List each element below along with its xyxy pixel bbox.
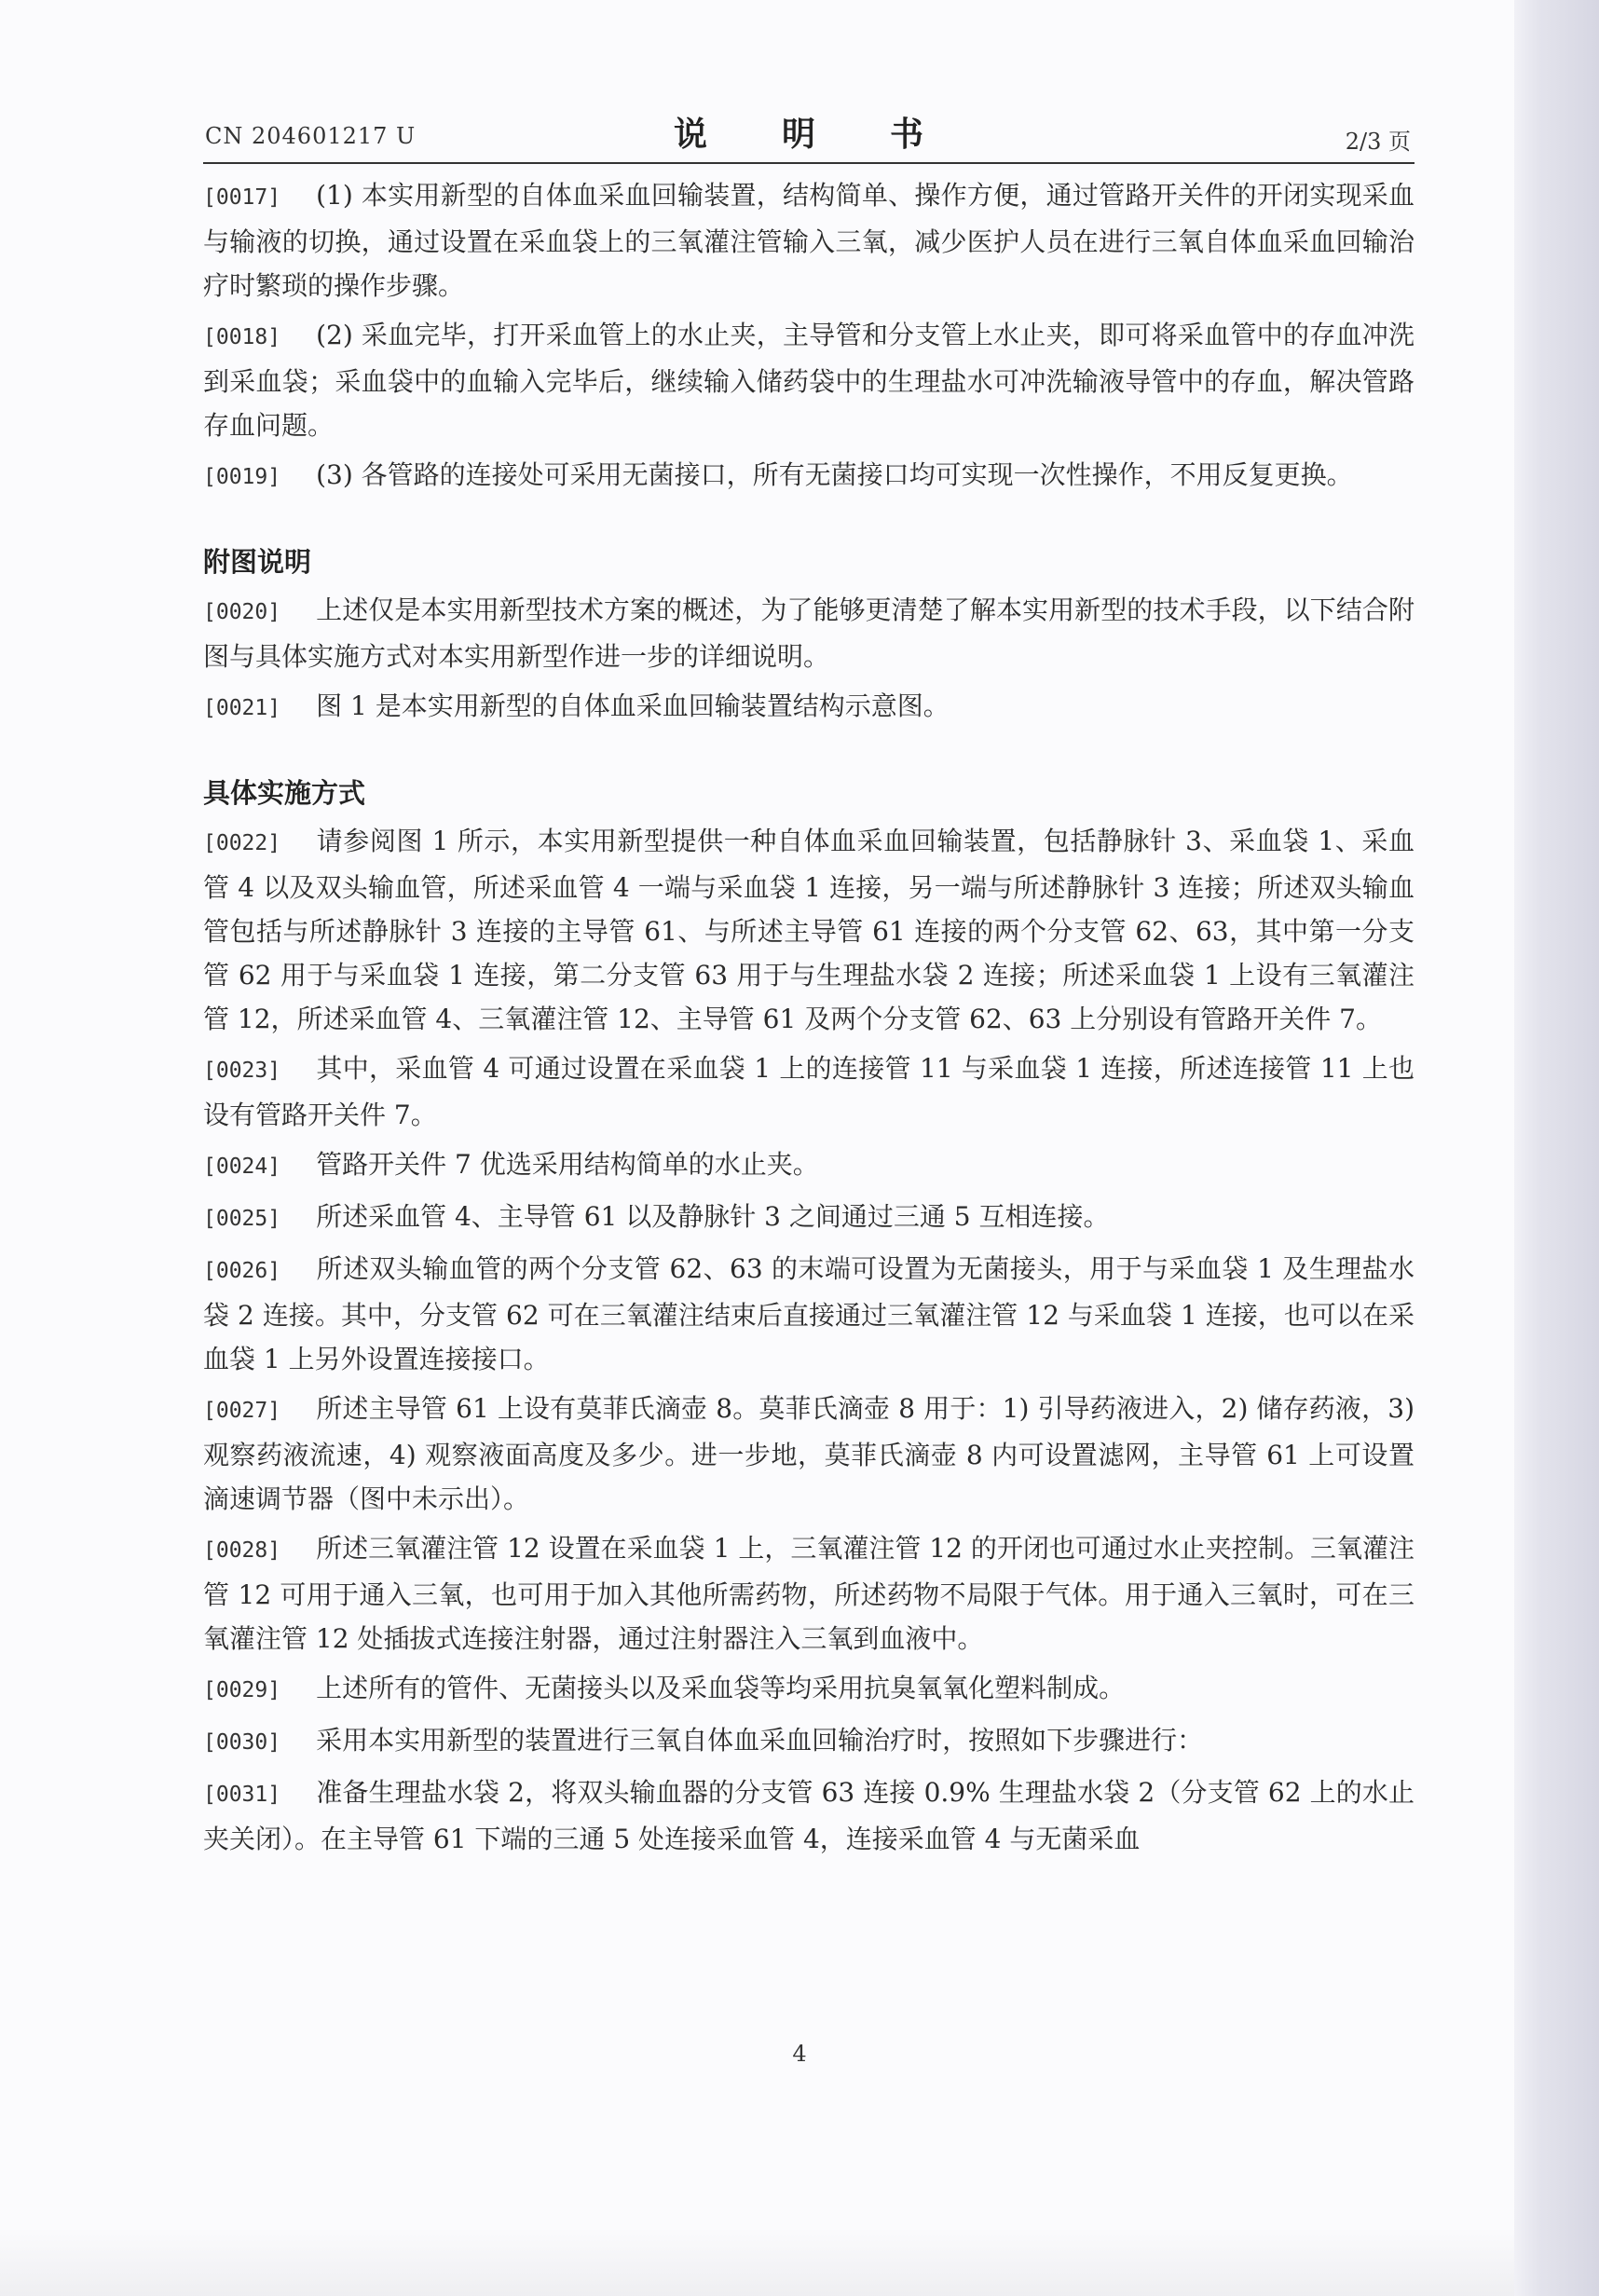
paragraph-number: [0025] (203, 1207, 281, 1231)
paragraph-number: [0027] (203, 1399, 281, 1423)
paragraph-text: 所述主导管 61 上设有莫菲氏滴壶 8。莫菲氏滴壶 8 用于：1) 引导药液进入，2) 储存药液，3) 观察药液流速，4) 观察液面高度及多少。进一步地，莫菲氏滴壶 8 内可设置滤网，主导管 61 上可设置滴速调节器（图中未示出）。 (203, 1393, 1414, 1514)
paragraph-number: [0028] (203, 1538, 281, 1563)
paragraph-text: 采用本实用新型的装置进行三氧自体血采血回输治疗时，按照如下步骤进行： (316, 1725, 1204, 1756)
paragraph-text: (3) 各管路的连接处可采用无菌接口，所有无菌接口均可实现一次性操作，不用反复更换。 (316, 459, 1353, 490)
scan-edge-shadow (1514, 0, 1599, 2296)
paragraph-number: [0031] (203, 1783, 281, 1807)
paragraph-text: (1) 本实用新型的自体血采血回输装置，结构简单、操作方便，通过管路开关件的开闭实现采血与输液的切换，通过设置在采血袋上的三氧灌注管输入三氧，减少医护人员在进行三氧自体血采血回输治疗时繁琐的操作步骤。 (203, 180, 1414, 301)
patent-number: CN 204601217 U (205, 123, 417, 149)
paragraph-0024 (203, 1142, 1414, 1189)
paragraph-text: 上述所有的管件、无菌接头以及采血袋等均采用抗臭氧氧化塑料制成。 (316, 1673, 1126, 1703)
paragraph-0021 (203, 684, 1414, 731)
paragraph-number: [0022] (203, 831, 281, 855)
paragraph-number: [0024] (203, 1155, 281, 1179)
section-heading-drawings: 附图说明 (203, 546, 312, 578)
paragraph-0019 (203, 453, 1414, 499)
paragraph-0018 (203, 313, 1414, 447)
paragraph-0020 (203, 588, 1414, 678)
section-heading-embodiment: 具体实施方式 (203, 777, 366, 809)
paragraph-number: [0029] (203, 1678, 281, 1702)
paragraph-0023 (203, 1046, 1414, 1137)
page-header (203, 104, 1414, 160)
paragraph-number: [0017] (203, 185, 281, 210)
paragraph-text: 准备生理盐水袋 2，将双头输血器的分支管 63 连接 0.9% 生理盐水袋 2（分支管 62 上的水止夹关闭）。在主导管 61 下端的三通 5 处连接采血管 4，连接采血管 4 与无菌采血 (203, 1777, 1414, 1854)
paragraph-0025 (203, 1195, 1414, 1241)
paragraph-number: [0021] (203, 696, 281, 720)
paragraph-number: [0020] (203, 600, 281, 624)
paragraph-text: 管路开关件 7 优选采用结构简单的水止夹。 (316, 1149, 819, 1180)
paragraph-number: [0018] (203, 325, 281, 349)
paragraph-0026 (203, 1247, 1414, 1381)
paragraph-number: [0023] (203, 1059, 281, 1083)
document-body (203, 173, 1414, 1866)
page-number: 4 (792, 2041, 807, 2067)
paragraph-text: 请参阅图 1 所示，本实用新型提供一种自体血采血回输装置，包括静脉针 3、采血袋 1、采血管 4 以及双头输血管，所述采血管 4 一端与采血袋 1 连接，另一端与所述静脉针 3 连接；所述双头输血管包括与所述静脉针 3 连接的主导管 61、与所述主导管 61 连接的两个分支管 62、63，其中第一分支管 62 用于与采血袋 1 连接，第二分支管 63 用于与生理盐水袋 2 连接；所述采血袋 1 上设有三氧灌注管 12，所述采血管 4、三氧灌注管 12、主导管 61 及两个分支管 62、63 上分别设有管路开关件 7。 (203, 826, 1414, 1034)
page-count: 2/3 页 (1345, 129, 1411, 155)
paragraph-text: 上述仅是本实用新型技术方案的概述，为了能够更清楚了解本实用新型的技术手段，以下结合附图与具体实施方式对本实用新型作进一步的详细说明。 (203, 594, 1414, 672)
header-rule (203, 162, 1414, 164)
paragraph-0029 (203, 1666, 1414, 1713)
document-title: 说 明 书 (673, 116, 944, 154)
paragraph-0017 (203, 173, 1414, 308)
paragraph-text: 所述三氧灌注管 12 设置在采血袋 1 上，三氧灌注管 12 的开闭也可通过水止夹控制。三氧灌注管 12 可用于通入三氧，也可用于加入其他所需药物，所述药物不局限于气体。用于通入三氧时，可在三氧灌注管 12 处插拔式连接注射器，通过注射器注入三氧到血液中。 (203, 1533, 1414, 1654)
paragraph-text: 所述采血管 4、主导管 61 以及静脉针 3 之间通过三通 5 互相连接。 (316, 1201, 1110, 1232)
paragraph-text: 所述双头输血管的两个分支管 62、63 的末端可设置为无菌接头，用于与采血袋 1 及生理盐水袋 2 连接。其中，分支管 62 可在三氧灌注结束后直接通过三氧灌注管 12 与采血袋 1 连接，也可以在采血袋 1 上另外设置连接接口。 (203, 1253, 1414, 1374)
paragraph-number: [0030] (203, 1730, 281, 1755)
paragraph-0027 (203, 1387, 1414, 1521)
scan-bottom-shade (0, 2227, 1514, 2296)
paragraph-number: [0026] (203, 1259, 281, 1283)
paragraph-0028 (203, 1526, 1414, 1660)
paragraph-number: [0019] (203, 465, 281, 489)
paragraph-text: 其中，采血管 4 可通过设置在采血袋 1 上的连接管 11 与采血袋 1 连接，所述连接管 11 上也设有管路开关件 7。 (203, 1053, 1414, 1130)
paragraph-0022 (203, 819, 1414, 1041)
paragraph-text: 图 1 是本实用新型的自体血采血回输装置结构示意图。 (316, 690, 950, 721)
paragraph-text: (2) 采血完毕，打开采血管上的水止夹，主导管和分支管上水止夹，即可将采血管中的存血冲洗到采血袋；采血袋中的血输入完毕后，继续输入储药袋中的生理盐水可冲洗输液导管中的存血，解决管路存血问题。 (203, 320, 1414, 441)
paragraph-0031 (203, 1770, 1414, 1861)
paragraph-0030 (203, 1718, 1414, 1765)
